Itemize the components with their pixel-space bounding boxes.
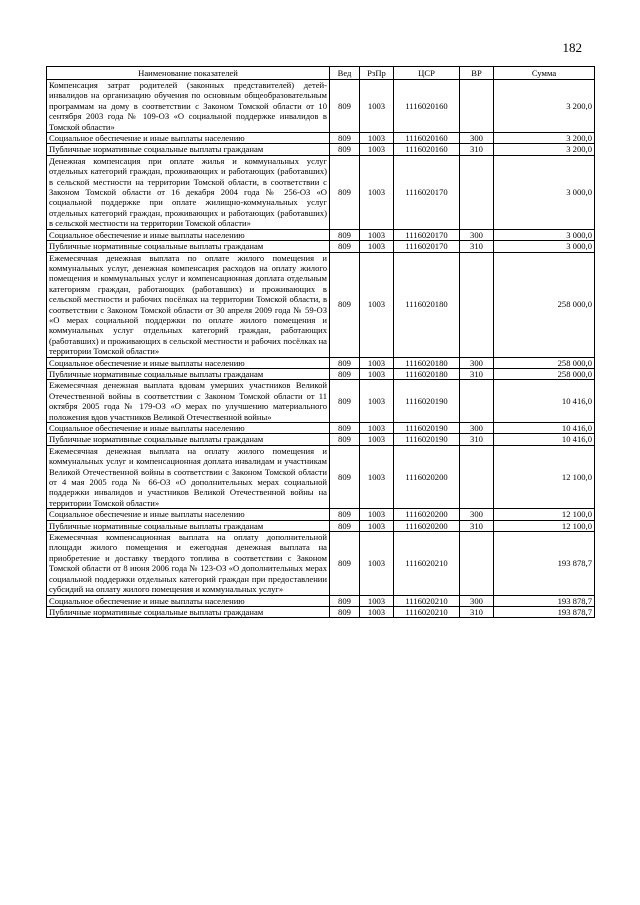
table-row: [47, 606, 595, 617]
cell-rzpr: 1003: [360, 155, 394, 229]
cell-name: Публичные нормативные социальные выплаты гражданам: [47, 144, 330, 155]
cell-sum: 12 100,0: [494, 509, 595, 520]
header-vr: ВР: [460, 67, 494, 80]
cell-ved: 809: [330, 252, 360, 357]
table-row: [47, 509, 595, 520]
header-csr: ЦСР: [394, 67, 460, 80]
table-row: [47, 357, 595, 368]
cell-csr: 1116020180: [394, 357, 460, 368]
cell-sum: 258 000,0: [494, 252, 595, 357]
cell-vr: [460, 380, 494, 423]
cell-name: Социальное обеспечение и иные выплаты населению: [47, 423, 330, 434]
cell-ved: 809: [330, 445, 360, 508]
cell-rzpr: 1003: [360, 532, 394, 595]
cell-rzpr: 1003: [360, 445, 394, 508]
cell-csr: 1116020180: [394, 368, 460, 379]
cell-rzpr: 1003: [360, 357, 394, 368]
cell-csr: 1116020200: [394, 445, 460, 508]
cell-name: Ежемесячная денежная выплата по оплате жилого помещения и коммунальных услуг, денежная компенсация расходов на оплату жилого помещения и коммунальных услуг и компенсационная доплата отдельным категориям граждан, работающих (работавших) и проживающих в сельской местности и рабочих посёлках на территории Томской области, в соответствии с Законом Томской области от 30 апреля 2009 года № 59-ОЗ «О мерах социальной поддержки по оплате жилого помещения и коммунальных услуг отдельных категорий граждан, работающих (работавших) и проживающих в сельской местности и рабочих посёлках на территории Томской области»: [47, 252, 330, 357]
cell-vr: 300: [460, 423, 494, 434]
cell-ved: 809: [330, 368, 360, 379]
cell-csr: 1116020160: [394, 133, 460, 144]
table-row: [47, 144, 595, 155]
cell-vr: [460, 80, 494, 133]
table-row: [47, 520, 595, 531]
cell-vr: [460, 155, 494, 229]
header-name: Наименование показателей: [47, 67, 330, 80]
cell-vr: 300: [460, 229, 494, 240]
table-row: [47, 252, 595, 357]
cell-ved: 809: [330, 423, 360, 434]
header-sum: Сумма: [494, 67, 595, 80]
budget-table: [46, 66, 595, 618]
table-row: [47, 532, 595, 595]
cell-vr: 300: [460, 509, 494, 520]
cell-name: Публичные нормативные социальные выплаты гражданам: [47, 606, 330, 617]
cell-sum: 258 000,0: [494, 368, 595, 379]
cell-name: Социальное обеспечение и иные выплаты населению: [47, 357, 330, 368]
table-row: [47, 380, 595, 423]
cell-vr: 310: [460, 241, 494, 252]
cell-name: Публичные нормативные социальные выплаты гражданам: [47, 241, 330, 252]
cell-name: Социальное обеспечение и иные выплаты населению: [47, 509, 330, 520]
header-ved: Вед: [330, 67, 360, 80]
cell-sum: 3 000,0: [494, 229, 595, 240]
cell-sum: 10 416,0: [494, 434, 595, 445]
cell-csr: 1116020210: [394, 532, 460, 595]
table-header-row: [47, 67, 595, 80]
cell-csr: 1116020200: [394, 520, 460, 531]
cell-csr: 1116020180: [394, 252, 460, 357]
cell-ved: 809: [330, 229, 360, 240]
cell-vr: 310: [460, 368, 494, 379]
cell-name: Денежная компенсация при оплате жилья и коммунальных услуг отдельных категорий граждан, проживающих и работающих (работавших) в сельской местности на территории Томской области, в соответствии с Законом Томской области от 16 декабря 2004 года № 256-ОЗ «О социальной поддержке при оплате жилищно-коммунальных услуг отдельных категорий граждан, проживающих и работающих (работавших) в сельской местности на территории Томской области»: [47, 155, 330, 229]
cell-rzpr: 1003: [360, 509, 394, 520]
cell-ved: 809: [330, 144, 360, 155]
cell-vr: 310: [460, 520, 494, 531]
cell-csr: 1116020160: [394, 80, 460, 133]
cell-csr: 1116020170: [394, 229, 460, 240]
cell-ved: 809: [330, 509, 360, 520]
cell-rzpr: 1003: [360, 606, 394, 617]
cell-vr: [460, 445, 494, 508]
table-row: [47, 241, 595, 252]
cell-csr: 1116020210: [394, 606, 460, 617]
cell-vr: 300: [460, 595, 494, 606]
table-row: [47, 155, 595, 229]
cell-sum: 3 200,0: [494, 144, 595, 155]
cell-rzpr: 1003: [360, 144, 394, 155]
cell-sum: 3 000,0: [494, 241, 595, 252]
cell-csr: 1116020190: [394, 423, 460, 434]
cell-name: Ежемесячная компенсационная выплата на оплату дополнительной площади жилого помещения и ежегодная денежная выплата на приобретение и доставку твердого топлива в соответствии с Законом Томской области от 8 июня 2006 года № 123-ОЗ «О дополнительных мерах социальной поддержки отдельных категорий граждан при предоставлении субсидий на оплату жилого помещения и коммунальных услуг»: [47, 532, 330, 595]
cell-rzpr: 1003: [360, 80, 394, 133]
cell-name: Публичные нормативные социальные выплаты гражданам: [47, 520, 330, 531]
table-row: [47, 80, 595, 133]
cell-sum: 193 878,7: [494, 532, 595, 595]
table-row: [47, 133, 595, 144]
cell-vr: 310: [460, 606, 494, 617]
cell-ved: 809: [330, 357, 360, 368]
cell-rzpr: 1003: [360, 434, 394, 445]
cell-ved: 809: [330, 606, 360, 617]
cell-rzpr: 1003: [360, 229, 394, 240]
cell-name: Социальное обеспечение и иные выплаты населению: [47, 133, 330, 144]
table-row: [47, 229, 595, 240]
cell-csr: 1116020170: [394, 241, 460, 252]
cell-rzpr: 1003: [360, 252, 394, 357]
cell-rzpr: 1003: [360, 595, 394, 606]
cell-csr: 1116020190: [394, 434, 460, 445]
table-row: [47, 368, 595, 379]
cell-sum: 10 416,0: [494, 423, 595, 434]
cell-sum: 3 200,0: [494, 133, 595, 144]
cell-name: Компенсация затрат родителей (законных представителей) детей-инвалидов на организацию обучения по основным общеобразовательным программам на дому в соответствии с Законом Томской области от 10 сентября 2003 года № 109-ОЗ «О социальной поддержке инвалидов в Томской области»: [47, 80, 330, 133]
cell-rzpr: 1003: [360, 368, 394, 379]
cell-ved: 809: [330, 241, 360, 252]
cell-name: Социальное обеспечение и иные выплаты населению: [47, 595, 330, 606]
cell-rzpr: 1003: [360, 133, 394, 144]
cell-sum: 12 100,0: [494, 445, 595, 508]
table-row: [47, 434, 595, 445]
table-row: [47, 445, 595, 508]
cell-vr: 300: [460, 357, 494, 368]
cell-ved: 809: [330, 434, 360, 445]
cell-ved: 809: [330, 380, 360, 423]
cell-name: Социальное обеспечение и иные выплаты населению: [47, 229, 330, 240]
cell-sum: 3 000,0: [494, 155, 595, 229]
header-rzpr: РзПр: [360, 67, 394, 80]
cell-rzpr: 1003: [360, 241, 394, 252]
cell-name: Ежемесячная денежная выплата на оплату жилого помещения и коммунальных услуг и компенсационная доплата инвалидам и участникам Великой Отечественной войны в соответствии с Законом Томской области от 4 мая 2005 года № 66-ОЗ «О дополнительных мерах социальной поддержки инвалидов и участников Великой Отечественной войны на территории Томской области»: [47, 445, 330, 508]
cell-vr: 310: [460, 144, 494, 155]
cell-vr: 300: [460, 133, 494, 144]
cell-csr: 1116020200: [394, 509, 460, 520]
cell-name: Публичные нормативные социальные выплаты гражданам: [47, 434, 330, 445]
cell-name: Публичные нормативные социальные выплаты гражданам: [47, 368, 330, 379]
table-row: [47, 423, 595, 434]
cell-ved: 809: [330, 532, 360, 595]
cell-vr: [460, 532, 494, 595]
cell-sum: 193 878,7: [494, 606, 595, 617]
cell-csr: 1116020170: [394, 155, 460, 229]
cell-vr: 310: [460, 434, 494, 445]
cell-ved: 809: [330, 595, 360, 606]
cell-csr: 1116020210: [394, 595, 460, 606]
cell-vr: [460, 252, 494, 357]
page-number: 182: [562, 40, 582, 55]
cell-sum: 258 000,0: [494, 357, 595, 368]
cell-ved: 809: [330, 133, 360, 144]
cell-csr: 1116020190: [394, 380, 460, 423]
cell-rzpr: 1003: [360, 380, 394, 423]
cell-sum: 10 416,0: [494, 380, 595, 423]
cell-sum: 12 100,0: [494, 520, 595, 531]
cell-rzpr: 1003: [360, 520, 394, 531]
cell-ved: 809: [330, 520, 360, 531]
cell-ved: 809: [330, 80, 360, 133]
cell-sum: 3 200,0: [494, 80, 595, 133]
cell-csr: 1116020160: [394, 144, 460, 155]
cell-name: Ежемесячная денежная выплата вдовам умерших участников Великой Отечественной войны в соответствии с Законом Томской области от 11 октября 2005 года № 179-ОЗ «О мерах по улучшению материального положения вдов участников Великой Отечественной войны»: [47, 380, 330, 423]
table-row: [47, 595, 595, 606]
cell-rzpr: 1003: [360, 423, 394, 434]
cell-sum: 193 878,7: [494, 595, 595, 606]
cell-ved: 809: [330, 155, 360, 229]
